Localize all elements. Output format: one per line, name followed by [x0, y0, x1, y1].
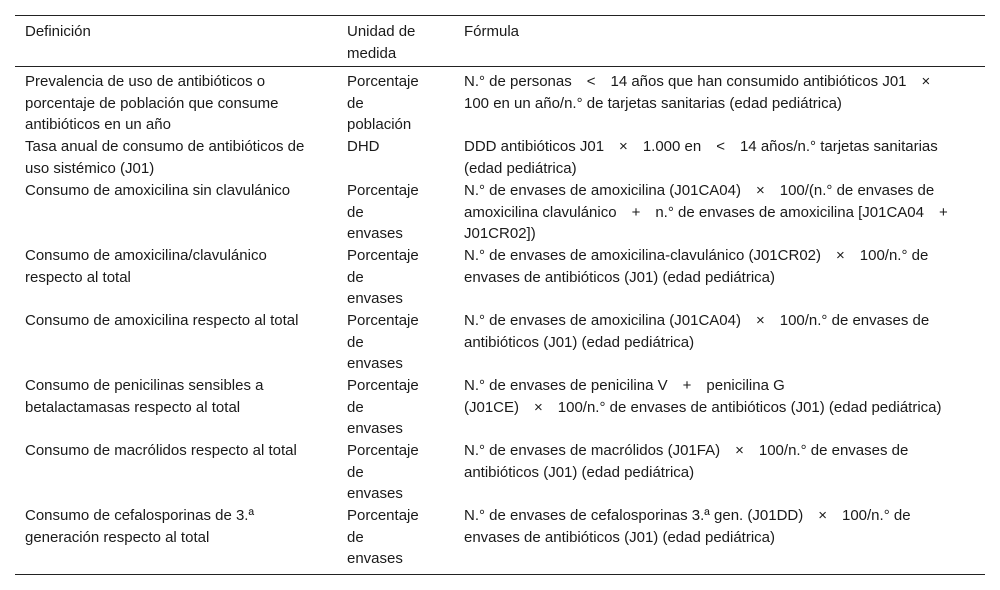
cell-definicion: Consumo de amoxicilina respecto al total [25, 312, 299, 329]
header-formula: Fórmula [464, 23, 520, 40]
table-row [15, 67, 985, 136]
table-row [15, 375, 985, 440]
cell-unidad: Porcentaje de envases [347, 442, 419, 502]
cell-formula: N.° de envases de amoxicilina (J01CA04) × 100/(n.° de envases de amoxicilina clavulánico + n.° de envases de amoxicilina [J01CA04 + J01CR02]) [464, 182, 963, 242]
cell-definicion: Consumo de macrólidos respecto al total [25, 442, 297, 459]
table-row [15, 245, 985, 310]
table-row [15, 136, 985, 180]
cell-unidad: Porcentaje de envases [347, 247, 419, 307]
table-row [15, 310, 985, 375]
cell-formula: N.° de envases de cefalosporinas 3.ª gen. (J01DD) × 100/n.° de envases de antibióticos (J01) (edad pediátrica) [464, 507, 915, 546]
cell-definicion: Consumo de amoxicilina/clavulánico respecto al total [25, 247, 271, 286]
table-header [15, 16, 985, 67]
cell-formula: N.° de envases de amoxicilina-clavulánico (J01CR02) × 100/n.° de envases de antibióticos (J01) (edad pediátrica) [464, 247, 933, 286]
cell-formula: N.° de envases de penicilina V + penicilina G (J01CE) × 100/n.° de envases de antibióticos (J01) (edad pediátrica) [464, 377, 942, 416]
cell-unidad: Porcentaje de envases [347, 377, 419, 437]
cell-definicion: Consumo de cefalosporinas de 3.ª generación respecto al total [25, 507, 259, 546]
cell-definicion: Consumo de penicilinas sensibles a betalactamasas respecto al total [25, 377, 268, 416]
header-definicion: Definición [25, 23, 91, 40]
cell-unidad: Porcentaje de envases [347, 507, 419, 567]
cell-formula: N.° de envases de macrólidos (J01FA) × 100/n.° de envases de antibióticos (J01) (edad pediátrica) [464, 442, 913, 481]
cell-unidad: Porcentaje de población [347, 73, 419, 133]
table-row [15, 180, 985, 245]
cell-formula: N.° de personas < 14 años que han consumido antibióticos J01 × 100 en un año/n.° de tarjetas sanitarias (edad pediátrica) [464, 73, 946, 112]
cell-definicion: Prevalencia de uso de antibióticos o porcentaje de población que consume antibióticos en un año [25, 73, 283, 133]
cell-definicion: Tasa anual de consumo de antibióticos de uso sistémico (J01) [25, 138, 309, 177]
cell-unidad: Porcentaje de envases [347, 312, 419, 372]
cell-definicion: Consumo de amoxicilina sin clavulánico [25, 182, 291, 199]
header-unidad: Unidad de medida [347, 23, 416, 62]
table-row [15, 440, 985, 505]
table-row [15, 505, 985, 574]
indicators-table [15, 15, 985, 575]
cell-unidad: DHD [347, 138, 380, 155]
cell-formula: N.° de envases de amoxicilina (J01CA04) × 100/n.° de envases de antibióticos (J01) (edad pediátrica) [464, 312, 934, 351]
cell-formula: DDD antibióticos J01 × 1.000 en < 14 años/n.° tarjetas sanitarias (edad pediátrica) [464, 138, 942, 177]
cell-unidad: Porcentaje de envases [347, 182, 419, 242]
